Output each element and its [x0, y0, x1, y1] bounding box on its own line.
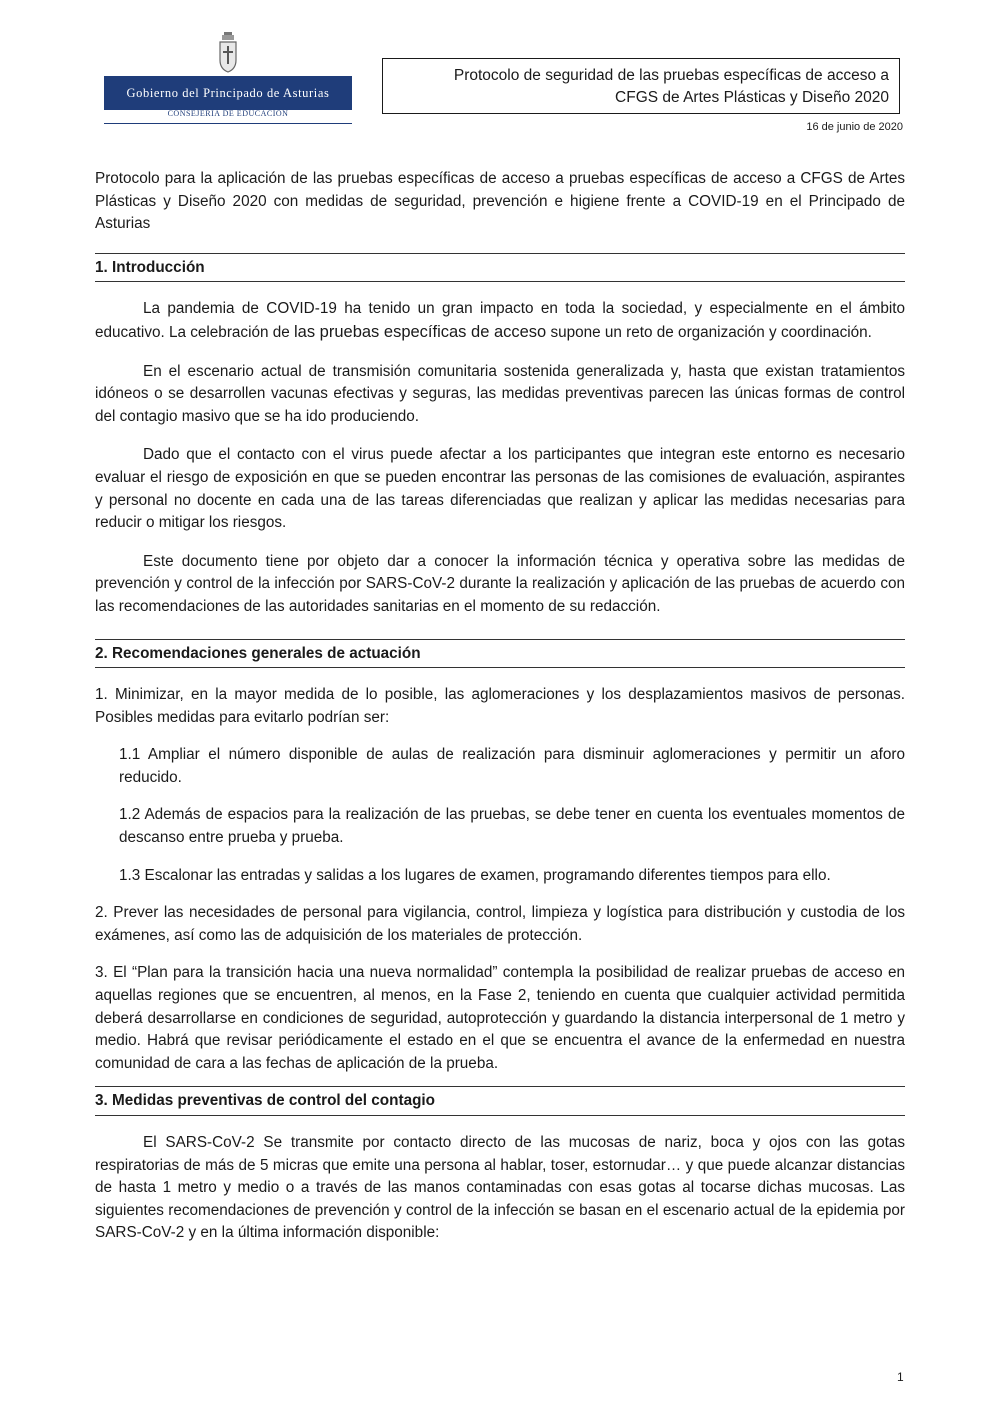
paragraph-emphasis: las pruebas específicas de acceso [294, 322, 547, 341]
paragraph-text: supone un reto de organización y coordinación. [546, 323, 872, 341]
header-title-line2: CFGS de Artes Plásticas y Diseño 2020 [615, 89, 889, 106]
logo-banner: Gobierno del Principado de Asturias [104, 76, 352, 110]
header-title-box [382, 58, 900, 114]
sub-list-item: 1.1 Ampliar el número disponible de aulas de realización para disminuir aglomeraciones y permitir un aforo reducido. [119, 746, 905, 786]
section-heading-medidas: 3. Medidas preventivas de control del contagio [95, 1086, 905, 1116]
document-title: Protocolo para la aplicación de las pruebas específicas de acceso a pruebas específicas de acceso a CFGS de Artes Plásticas y Diseño 2020 con medidas de seguridad, prevención e higiene frente a COVID-19 en el Principado de Asturias [95, 170, 905, 233]
section-heading-recomendaciones: 2. Recomendaciones generales de actuación [95, 639, 905, 669]
logo-divider [104, 123, 352, 124]
section-heading-introduccion: 1. Introducción [95, 253, 905, 283]
header-date: 16 de junio de 2020 [806, 121, 903, 133]
paragraph [95, 298, 905, 344]
list-item: 1. Minimizar, en la mayor medida de lo posible, las aglomeraciones y los desplazamientos masivos de personas. Posibles medidas para evitarlo podrían ser: [95, 686, 905, 726]
paragraph: El SARS-CoV-2 Se transmite por contacto directo de las mucosas de nariz, boca y ojos con las gotas respiratorias de más de 5 micras que emite una persona al hablar, toser, estornudar… y que puede alcanzar distancias de hasta 1 metro y medio o a través de las manos contaminadas con esas gotas al tocarse dichas mucosas. Las siguientes recomendaciones de prevención y control de la infección se basan en el escenario actual de la epidemia por SARS-CoV-2 y en la última información disponible: [95, 1134, 905, 1242]
logo-department: CONSEJERÍA DE EDUCACIÓN [167, 109, 289, 118]
paragraph: Este documento tiene por objeto dar a conocer la información técnica y operativa sobre las medidas de prevención y control de la infección por SARS-CoV-2 durante la realización y aplicación de las pruebas de acuerdo con las recomendaciones de las autoridades sanitarias en el momento de su redacción. [95, 552, 905, 615]
sub-list-item: 1.3 Escalonar las entradas y salidas a los lugares de examen, programando diferentes tiempos para ello. [119, 866, 831, 884]
document-body [95, 168, 905, 1261]
crest-icon [217, 30, 239, 74]
paragraph-text: La pandemia de COVID-19 ha tenido un gran impacto en toda la sociedad, y especialmente en el ámbito educativo. La celebración de [95, 300, 905, 341]
page-number: 1 [897, 1370, 904, 1384]
list-item: 3. El “Plan para la transición hacia una nueva normalidad” contempla la posibilidad de realizar pruebas de acceso en aquellas regiones que se encuentren, al menos, en la Fase 2, teniendo en cuenta que cualquier actividad permitida deberá desarrollarse en condiciones de seguridad, autoprotección y guardando la distancia interpersonal de 1 metro y medio. Habrá que revisar periódicamente el estado en el que se encuentra el avance de la enfermedad en nuestra comunidad de cara a las fechas de aplicación de la prueba. [95, 964, 905, 1072]
header-title-line1: Protocolo de seguridad de las pruebas específicas de acceso a [453, 67, 889, 84]
sub-list-item: 1.2 Además de espacios para la realización de las pruebas, se debe tener en cuenta los eventuales momentos de descanso entre prueba y prueba. [119, 806, 905, 847]
paragraph: Dado que el contacto con el virus puede afectar a los participantes que integran este entorno es necesario evaluar el riesgo de exposición en que se pueden encontrar las personas de las comisiones de evaluación, aspirantes y personal no docente en cada una de las tareas diferenciadas que realizan y aplicar las medidas necesarias para reducir o mitigar los riesgos. [95, 446, 905, 532]
paragraph: En el escenario actual de transmisión comunitaria sostenida generalizada y, hasta que existan tratamientos idóneos o se desarrollen vacunas efectivas y seguras, las medidas preventivas parecen las únicas formas de control del contagio masivo que se ha ido produciendo. [95, 362, 905, 425]
list-item: 2. Prever las necesidades de personal para vigilancia, control, limpieza y logística para distribución y custodia de los exámenes, así como las de adquisición de los materiales de protección. [95, 904, 905, 944]
